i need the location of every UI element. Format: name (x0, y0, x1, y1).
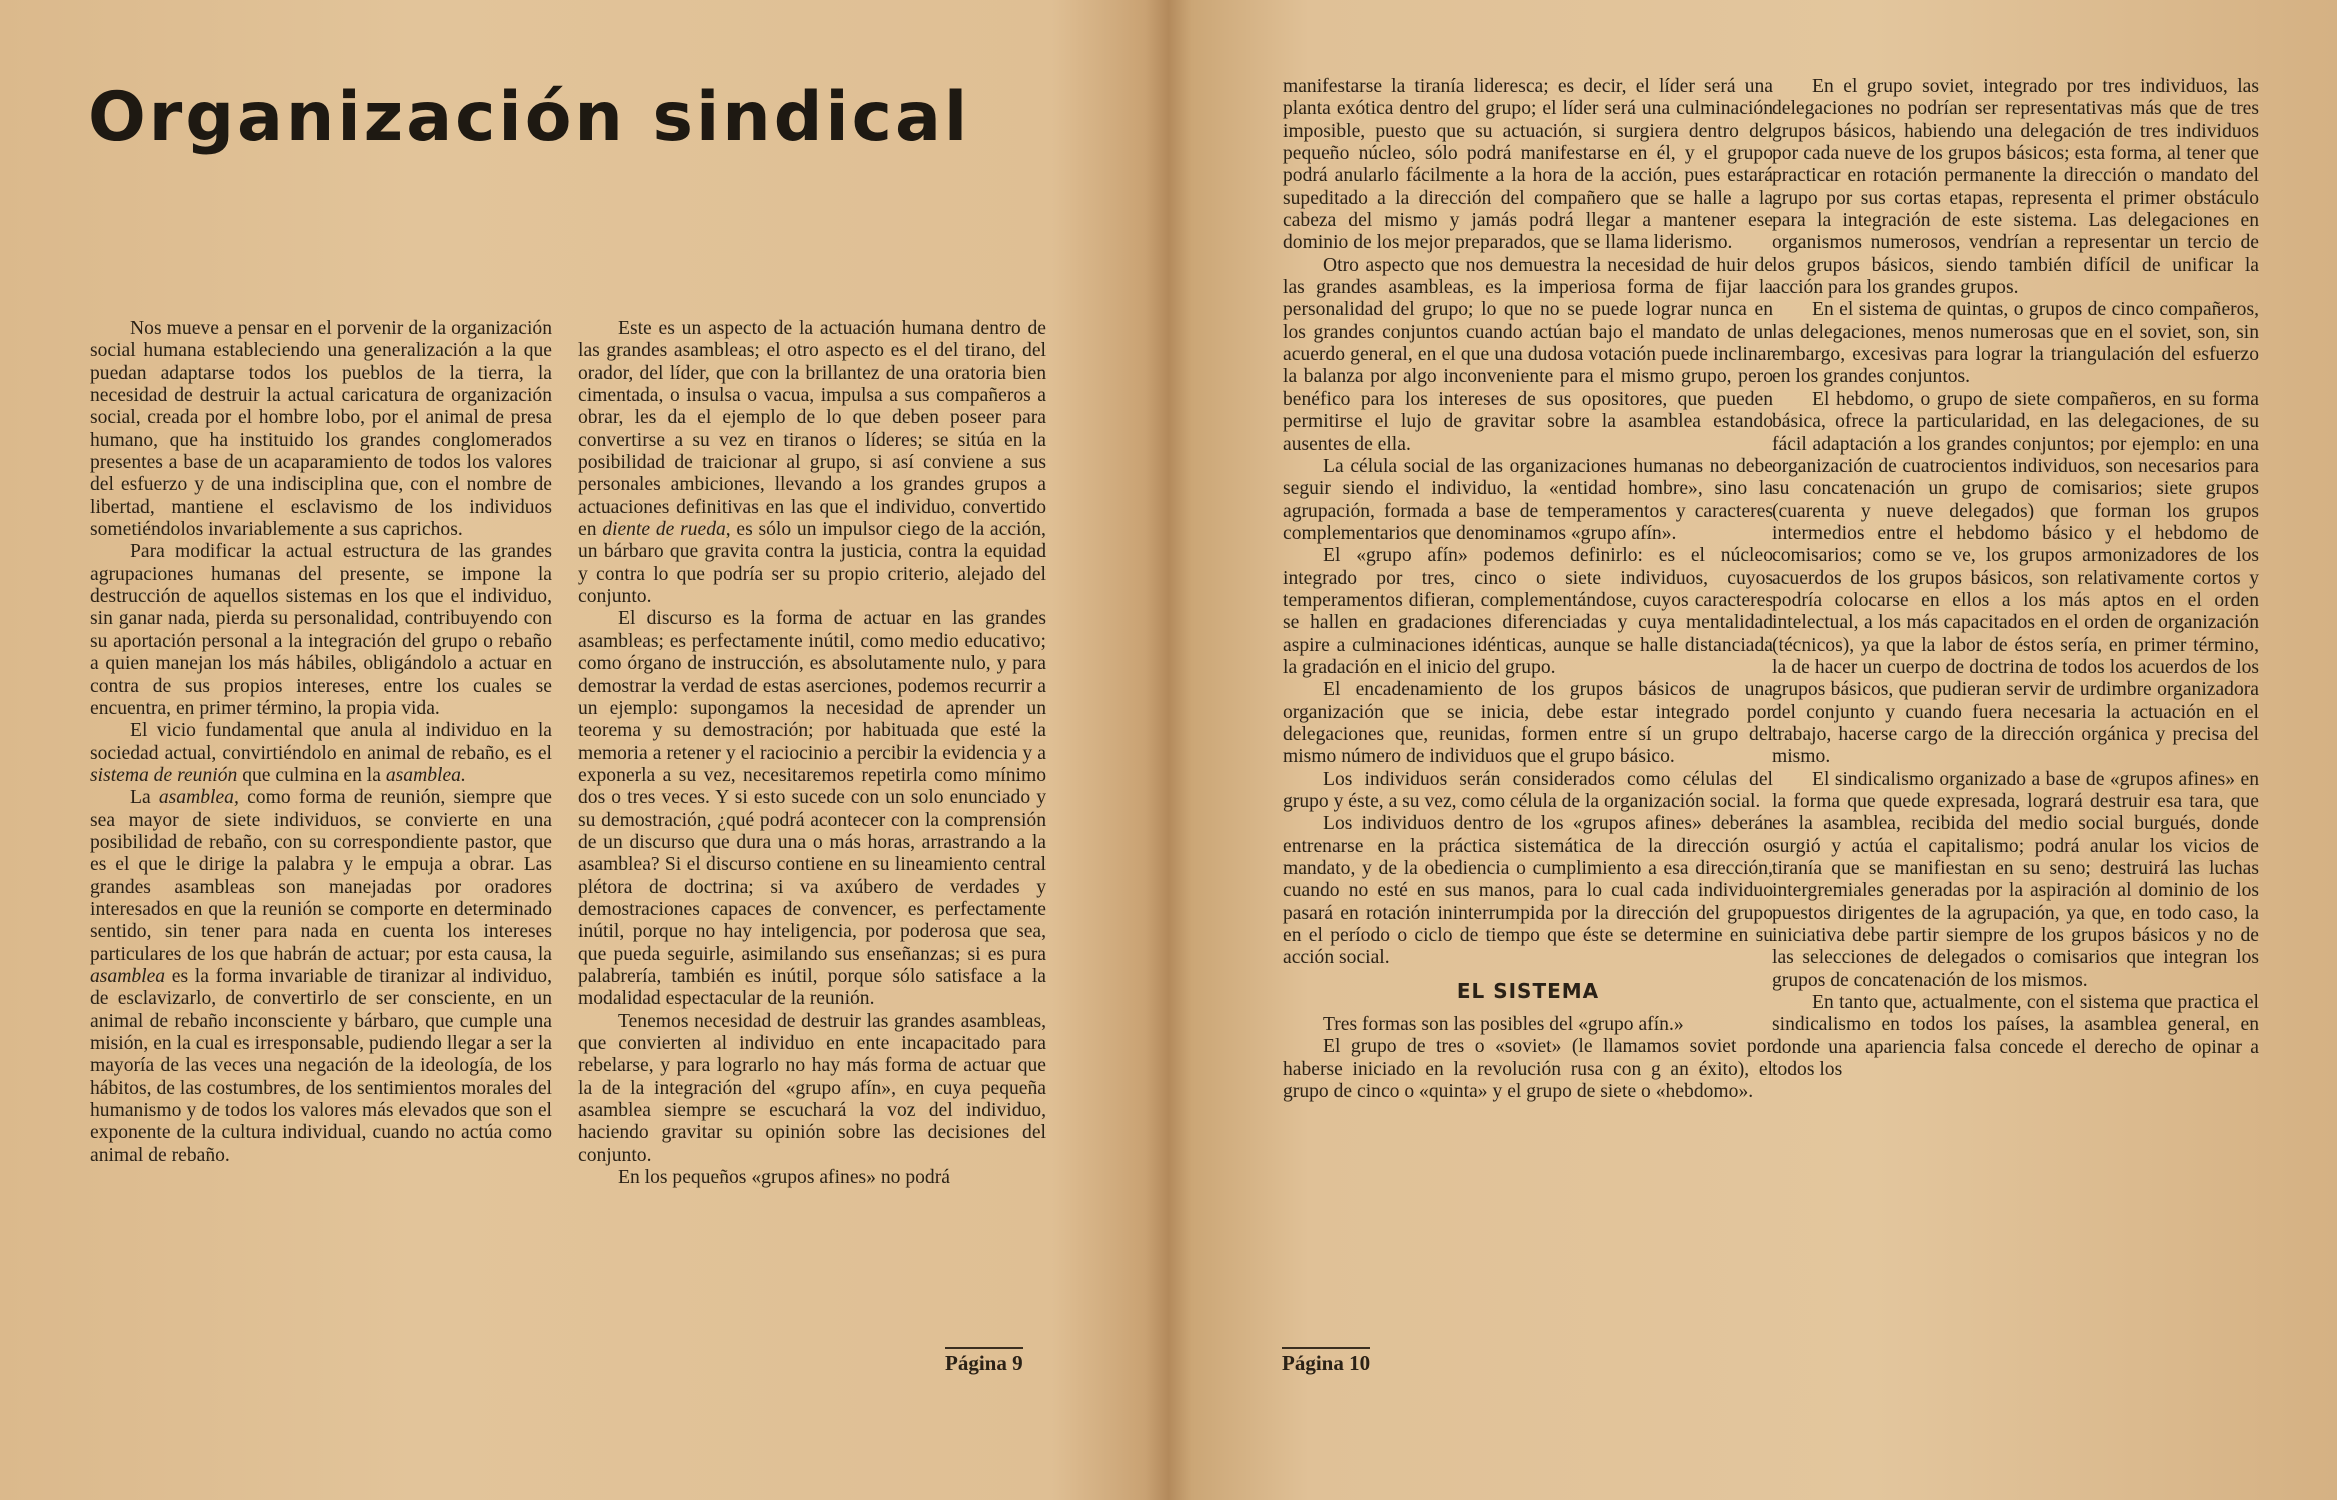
paragraph: Tres formas son las posibles del «grupo afín.» (1323, 1014, 1684, 1036)
paragraph: Nos mueve a pensar en el porvenir de la organización social humana estableciendo una generalización a la que puedan adaptarse todos los pueblos de la tierra, la necesidad de destruir la actual caricatura de organización social, creada por el hombre lobo, por el animal de presa humano, que ha instituido los grandes conglomerados presentes a base de un acaparamiento de todos los valores del esfuerzo y de una indisciplina que, con el nombre de libertad, mantiene el esclavismo de los individuos sometiéndolos invariablemente a sus caprichos. (90, 318, 552, 541)
paragraph-continuation: manifestarse la tiranía lideresca; es decir, el líder será una planta exótica dentro del grupo; el líder será una culminación imposible, puesto que su actuación, si surgiera dentro del pequeño núcleo, sólo podrá manifestarse en él, y el grupo podrá anularlo fácilmente a la hora de la acción, pues estará supeditado a la dirección del compañero que se halle a la cabeza del mismo y jamás podrá llegar a mantener ese dominio de los mejor preparados, que se llama liderismo. (1283, 76, 1773, 254)
paragraph: En los pequeños «grupos afines» no podrá (618, 1167, 950, 1189)
paragraph: La célula social de las organizaciones humanas no debe seguir siendo el individuo, la «entidad hombre», sino la agrupación, formada a base de temperamentos y caracteres complementarios que denominamos «grupo afín». (1283, 455, 1773, 544)
paragraph: La asamblea, como forma de reunión, siempre que sea mayor de siete individuos, se convierte en una posibilidad de rebaño, con su correspondiente pastor, que es el que le dirige la palabra y le empuja a obrar. Las grandes asambleas son manejadas por oradores interesados en que la reunión se comporte en determinado sentido, sin tener para nada en cuenta los intereses particulares de los que habrán de actuar; por esta causa, la asamblea es la forma invariable de tiranizar al individuo, de esclavizarlo, de convertirlo de ser consciente, en un animal de rebaño inconsciente y bárbaro, que cumple una misión, en la cual es irresponsable, pudiendo llegar a ser la mayoría de las veces una negación de la ideología, de los hábitos, de las costumbres, de los sentimientos morales del humanismo y de todos los valores más elevados que son el exponente de la cultura individual, cuando no actúa como animal de rebaño. (90, 787, 552, 1166)
article-title: Organización sindical (88, 78, 971, 157)
paragraph: El encadenamiento de los grupos básicos de una organización que se inicia, debe estar integrado por delegaciones que, reunidas, formen entre sí un grupo del mismo número de individuos que el grupo básico. (1283, 679, 1773, 768)
paragraph: Tenemos necesidad de destruir las grandes asambleas, que convierten al individuo en ente incapacitado para rebelarse, y para lograrlo no hay más forma de actuar que la de la integración del «grupo afín», en cuya pequeña asamblea siempre se escuchará la voz del individuo, haciendo gravitar su opinión sobre las decisiones del conjunto. (578, 1010, 1046, 1166)
page-number-right: Página 10 (1282, 1347, 1370, 1376)
paragraph: Este es un aspecto de la actuación humana dentro de las grandes asambleas; el otro aspecto es el del tirano, del orador, del líder, que con la brillantez de una oratoria bien cimentada, o insulsa o vacua, impulsa a sus compañeros a obrar, les da el ejemplo de lo que deben poseer para convertirse a su vez en tiranos o líderes; se sitúa en la posibilidad de traicionar al grupo, si así conviene a sus personales ambiciones, llevando a los grandes grupos a actuaciones definitivas en las que el individuo, convertido en diente de rueda, es sólo un impulsor ciego de la acción, un bárbaro que gravita contra la justicia, contra la equidad y contra lo que podría ser su propio criterio, alejado del conjunto. (578, 318, 1046, 608)
page-right (1168, 0, 2337, 1500)
paragraph: Los individuos dentro de los «grupos afines» deberán entrenarse en la práctica sistemática de la dirección o mandato, y de la obediencia o cumplimiento a esa dirección, cuando no esté en sus manos, para lo cual cada individuo pasará en rotación ininterrumpida por la dirección del grupo en el período o ciclo de tiempo que éste se determine en su acción social. (1283, 813, 1773, 969)
section-heading: EL SISTEMA (1456, 978, 1600, 1003)
paragraph: El vicio fundamental que anula al individuo en la sociedad actual, convirtiéndolo en animal de rebaño, es el sistema de reunión que culmina en la asamblea. (90, 720, 552, 786)
paragraph: Los individuos serán considerados como células del grupo y éste, a su vez, como célula de la organización social. (1283, 768, 1773, 812)
paragraph: El «grupo afín» podemos definirlo: es el núcleo integrado por tres, cinco o siete individuos, cuyos temperamentos difieran, complementándose, cuyos caracteres se hallen en gradaciones diferenciadas y cuya mentalidad aspire a culminaciones idénticas, aunque se halle distanciada la gradación en el inicio del grupo. (1283, 545, 1773, 678)
paragraph: En el sistema de quintas, o grupos de cinco compañeros, las delegaciones, menos numerosas que en el soviet, son, sin embargo, excesivas para lograr la triangulación del esfuerzo en los grandes conjuntos. (1772, 299, 2259, 388)
text-column-3 (1283, 76, 1773, 1103)
paragraph: En tanto que, actualmente, con el sistema que practica el sindicalismo en todos los países, la asamblea general, en donde una apariencia falsa concede el derecho de opinar a todos los (1772, 992, 2259, 1081)
paragraph: El sindicalismo organizado a base de «grupos afines» en la forma que quede expresada, logrará destruir esa tara, que es la asamblea, recibida del medio social burgués, donde surgió y actúa el capitalismo; podrá anular los vicios de tiranía que se manifiestan en su seno; destruirá las luchas intergremiales generadas por la aspiración al dominio de los puestos dirigentes de la agrupación, ya que, en todo caso, la iniciativa debe partir siempre de los grupos básicos y no de las selecciones de delegados o comisarios que integran los grupos de concatenación de los mismos. (1772, 768, 2259, 991)
text-column-2 (578, 318, 1046, 1189)
paragraph: El hebdomo, o grupo de siete compañeros, en su forma básica, ofrece la particularidad, en las delegaciones, de su fácil adaptación a los grandes conjuntos; por ejemplo: en una organización de cuatrocientos individuos, son necesarios para su concatenación un grupo de comisarios; siete grupos (cuarenta y nueve delegados) que forman los grupos intermedios entre el hebdomo básico y el hebdomo de comisarios; como se ve, los grupos armonizadores de los acuerdos de los grupos básicos, son relativamente cortos y podría colocarse en ellos a los más aptos en el orden intelectual, a los más capacitados en el orden de organización (técnicos), ya que la labor de éstos sería, en primer término, la de hacer un cuerpo de doctrina de todos los acuerdos de los grupos básicos, que pudieran servir de urdimbre organizadora del conjunto y cuando fuera necesaria la actuación en el trabajo, hacerse cargo de la dirección orgánica y precisa del mismo. (1772, 388, 2259, 768)
paragraph: En el grupo soviet, integrado por tres individuos, las delegaciones no podrían ser representativas más que de tres grupos básicos, habiendo una delegación de tres individuos por cada nueve de los grupos básicos; esta forma, al tener que practicar en rotación permanente la dirección o mandato del grupo por sus cortas etapas, representa el primer obstáculo para la integración de este sistema. Las delegaciones en organismos numerosos, vendrían a representar un tercio de los grupos básicos, siendo también difícil de unificar la acción para los grandes grupos. (1772, 76, 2259, 299)
paragraph: El grupo de tres o «soviet» (le llamamos soviet por haberse iniciado en la revolución rusa con g an éxito), el grupo de cinco o «quinta» y el grupo de siete o «hebdomo». (1283, 1036, 1773, 1103)
paragraph: El discurso es la forma de actuar en las grandes asambleas; es perfectamente inútil, como medio educativo; como órgano de instrucción, es absolutamente nulo, y para demostrar la verdad de estas aserciones, podemos recurrir a un ejemplo: supongamos la necesidad de aprender un teorema y su demostración; por habituada que esté la memoria a retener y el raciocinio a percibir la evidencia y a exponerla a su vez, necesitaremos repetirla como mínimo dos o tres veces. Y si esto sucede con un solo enunciado y su demostración, ¿qué podrá acontecer con la comprensión de un discurso que dura una o más horas, arrastrando a la asamblea? Si el discurso contiene en su lineamiento central plétora de doctrina; si va axúbero de verdades y demostraciones capaces de convencer, es perfectamente inútil, porque no hay inteligencia, por poderosa que sea, que pueda seguirle, asimilando sus enseñanzas; si es pura palabrería, también es inútil, porque sólo satisface a la modalidad espectacular de la reunión. (578, 608, 1046, 1010)
text-column-4 (1772, 76, 2259, 1081)
paragraph: Para modificar la actual estructura de las grandes agrupaciones humanas del presente, se impone la destrucción de aquellos sistemas en los que el individuo, sin ganar nada, pierda su personalidad, contribuyendo con su aportación personal a la integración del grupo o rebaño a quien manejan los más hábiles, obligándolo a actuar en contra de sus propios intereses, entre los cuales se encuentra, en primer término, la propia vida. (90, 541, 552, 719)
paragraph: Otro aspecto que nos demuestra la necesidad de huir de las grandes asambleas, es la imperiosa forma de fijar la personalidad del grupo; lo que no se puede lograr nunca en los grandes conjuntos cuando actúan bajo el mandato de un acuerdo general, en el que una dudosa votación puede inclinar la balanza por algo inconveniente para el mismo grupo, pero benéfico para los intereses de sus opositores, que pueden permitirse el lujo de gravitar sobre la asamblea estando ausentes de ella. (1283, 254, 1773, 455)
text-column-1 (90, 318, 552, 1167)
page-number-left: Página 9 (945, 1347, 1023, 1376)
page-left (0, 0, 1168, 1500)
